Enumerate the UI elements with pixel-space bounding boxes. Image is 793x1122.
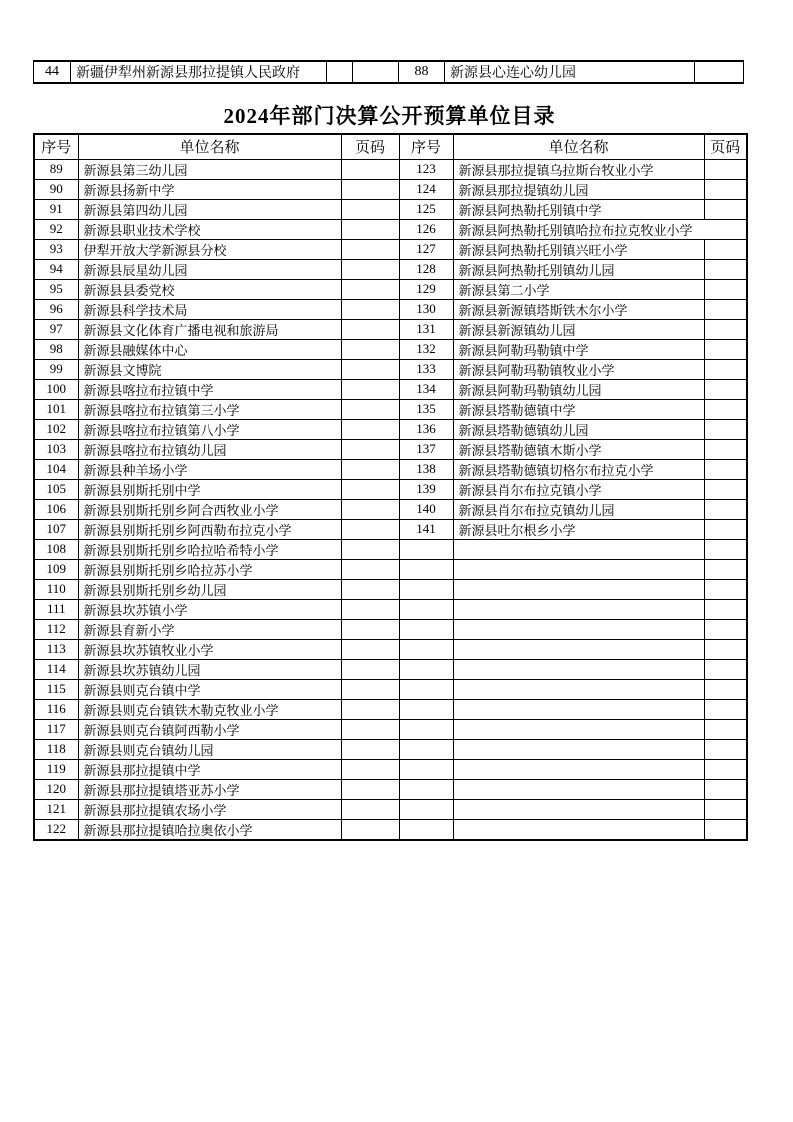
table-row [34,639,747,659]
entry-no: 101 [34,399,78,419]
entry-name: 新源县育新小学 [78,619,341,639]
entry-page [704,539,747,559]
entry-name [453,819,704,840]
entry-name [453,739,704,759]
entry-no: 44 [34,61,71,83]
entry-page [704,379,747,399]
entry-page [704,419,747,439]
carry-over-table [33,60,744,84]
entry-name: 新源县阿热勒托别镇中学 [453,199,704,219]
entry-no [399,759,453,779]
entry-page [341,339,399,359]
entry-name: 新源县第二小学 [453,279,704,299]
entry-page [341,659,399,679]
entry-no: 139 [399,479,453,499]
entry-no: 97 [34,319,78,339]
entry-name: 新源县文博院 [78,359,341,379]
entry-no: 93 [34,239,78,259]
table-row [34,519,747,539]
entry-name: 新源县别斯托别乡哈拉哈希特小学 [78,539,341,559]
table-row [34,499,747,519]
entry-name: 新源县则克台镇阿西勒小学 [78,719,341,739]
entry-name: 新源县第三幼儿园 [78,159,341,179]
entry-name: 新源县心连心幼儿园 [445,61,695,83]
entry-page [341,759,399,779]
entry-page [341,399,399,419]
table-row [34,199,747,219]
entry-no: 110 [34,579,78,599]
header-page-left: 页码 [341,134,399,159]
table-row [34,459,747,479]
entry-name: 新源县县委党校 [78,279,341,299]
entry-no [399,819,453,840]
entry-name: 新源县坎苏镇幼儿园 [78,659,341,679]
entry-no: 125 [399,199,453,219]
entry-name: 伊犁开放大学新源县分校 [78,239,341,259]
entry-no: 107 [34,519,78,539]
entry-page [341,559,399,579]
entry-no [399,619,453,639]
entry-name: 新源县那拉提镇幼儿园 [453,179,704,199]
entry-name: 新源县则克台镇中学 [78,679,341,699]
entry-name: 新源县坎苏镇小学 [78,599,341,619]
entry-no [399,639,453,659]
entry-no: 127 [399,239,453,259]
table-row [34,159,747,179]
entry-no: 123 [399,159,453,179]
entry-page [704,559,747,579]
entry-page [341,159,399,179]
entry-page [704,659,747,679]
entry-name [453,719,704,739]
entry-no [399,739,453,759]
entry-name [453,639,704,659]
entry-page [704,619,747,639]
entry-name [453,619,704,639]
entry-page [341,439,399,459]
entry-no [399,579,453,599]
entry-name: 新源县喀拉布拉镇第八小学 [78,419,341,439]
table-row [34,299,747,319]
entry-page [695,61,744,83]
directory-table [33,133,748,841]
entry-page [704,459,747,479]
entry-page [341,819,399,840]
table-row [34,719,747,739]
entry-page [704,359,747,379]
table-row [34,219,747,239]
entry-name: 新源县肖尔布拉克镇幼儿园 [453,499,704,519]
table-row [34,659,747,679]
table-row [34,619,747,639]
entry-name [453,559,704,579]
entry-page [704,399,747,419]
entry-name: 新源县坎苏镇牧业小学 [78,639,341,659]
entry-page [341,779,399,799]
entry-no: 113 [34,639,78,659]
entry-page [341,199,399,219]
table-row [34,61,744,83]
entry-no: 137 [399,439,453,459]
table-row [34,399,747,419]
entry-page [341,679,399,699]
entry-page [341,319,399,339]
entry-name: 新源县第四幼儿园 [78,199,341,219]
entry-page [341,219,399,239]
entry-no: 138 [399,459,453,479]
entry-no [399,679,453,699]
entry-name [453,779,704,799]
entry-page [341,379,399,399]
entry-name: 新源县别斯托别乡阿合西牧业小学 [78,499,341,519]
entry-name: 新源县那拉提镇塔亚苏小学 [78,779,341,799]
entry-page [341,519,399,539]
entry-no: 103 [34,439,78,459]
entry-page [704,259,747,279]
entry-no: 126 [399,219,453,239]
entry-name [453,599,704,619]
entry-name: 新源县那拉提镇乌拉斯台牧业小学 [453,159,704,179]
entry-name: 新源县喀拉布拉镇第三小学 [78,399,341,419]
table-row [34,339,747,359]
entry-page [341,179,399,199]
entry-page [341,579,399,599]
table-row [34,319,747,339]
entry-no: 98 [34,339,78,359]
entry-name: 新疆伊犁州新源县那拉提镇人民政府 [71,61,327,83]
table-row [34,819,747,840]
table-row [34,759,747,779]
table-row [34,479,747,499]
entry-name: 新源县塔勒德镇幼儿园 [453,419,704,439]
entry-page [704,699,747,719]
entry-page [341,539,399,559]
table-row [34,279,747,299]
entry-no: 105 [34,479,78,499]
entry-page [341,279,399,299]
entry-page [704,159,747,179]
entry-name: 新源县别斯托别中学 [78,479,341,499]
entry-no: 114 [34,659,78,679]
header-unit-left: 单位名称 [78,134,341,159]
table-row [34,579,747,599]
entry-name: 新源县阿热勒托别镇哈拉布拉克牧业小学 [453,219,747,239]
entry-name: 新源县别斯托别乡幼儿园 [78,579,341,599]
entry-no: 117 [34,719,78,739]
entry-no: 121 [34,799,78,819]
entry-no: 116 [34,699,78,719]
entry-no: 136 [399,419,453,439]
entry-page [341,699,399,719]
entry-no: 131 [399,319,453,339]
entry-no: 129 [399,279,453,299]
entry-no: 115 [34,679,78,699]
entry-page [704,819,747,840]
entry-page [704,579,747,599]
entry-page [704,779,747,799]
entry-page [704,499,747,519]
entry-name: 新源县那拉提镇哈拉奥依小学 [78,819,341,840]
entry-page [704,639,747,659]
entry-no: 109 [34,559,78,579]
entry-page [704,679,747,699]
entry-name: 新源县科学技术局 [78,299,341,319]
entry-name: 新源县阿热勒托别镇幼儿园 [453,259,704,279]
entry-no: 119 [34,759,78,779]
title-container [33,100,746,130]
entry-no: 104 [34,459,78,479]
entry-page [341,419,399,439]
table-row [34,699,747,719]
entry-name: 新源县则克台镇幼儿园 [78,739,341,759]
entry-name [453,579,704,599]
header-page-right: 页码 [704,134,747,159]
entry-page [341,739,399,759]
page-title: 2024年部门决算公开预算单位目录 [223,104,556,128]
entry-name: 新源县塔勒德镇中学 [453,399,704,419]
entry-page [341,719,399,739]
entry-page [704,739,747,759]
entry-no: 141 [399,519,453,539]
entry-no: 88 [399,61,445,83]
entry-no: 94 [34,259,78,279]
table-row [34,799,747,819]
entry-page [704,179,747,199]
entry-no [399,719,453,739]
entry-page [341,359,399,379]
table-row [34,559,747,579]
entry-no [399,659,453,679]
entry-no: 120 [34,779,78,799]
entry-no: 108 [34,539,78,559]
entry-name: 新源县塔勒德镇木斯小学 [453,439,704,459]
table-row [34,599,747,619]
table-row [34,779,747,799]
entry-page [704,239,747,259]
entry-name: 新源县塔勒德镇切格尔布拉克小学 [453,459,704,479]
entry-page [341,499,399,519]
entry-page [341,259,399,279]
entry-name: 新源县扬新中学 [78,179,341,199]
entry-no [399,699,453,719]
entry-no: 111 [34,599,78,619]
entry-name: 新源县阿勒玛勒镇幼儿园 [453,379,704,399]
entry-page [353,61,399,83]
entry-page [704,299,747,319]
table-row [34,419,747,439]
entry-name: 新源县别斯托别乡哈拉苏小学 [78,559,341,579]
entry-no [399,539,453,559]
entry-no: 130 [399,299,453,319]
entry-page [341,299,399,319]
entry-name: 新源县阿勒玛勒镇中学 [453,339,704,359]
entry-no: 118 [34,739,78,759]
entry-name: 新源县融媒体中心 [78,339,341,359]
entry-no: 124 [399,179,453,199]
entry-page [341,799,399,819]
table-row [34,679,747,699]
entry-no: 100 [34,379,78,399]
entry-name [453,799,704,819]
table-row [34,239,747,259]
entry-page [704,719,747,739]
entry-name: 新源县文化体育广播电视和旅游局 [78,319,341,339]
entry-page [341,639,399,659]
entry-no: 92 [34,219,78,239]
entry-name: 新源县新源镇塔斯铁木尔小学 [453,299,704,319]
entry-name: 新源县种羊场小学 [78,459,341,479]
entry-no: 99 [34,359,78,379]
entry-no: 128 [399,259,453,279]
entry-page [327,61,353,83]
table-header-row [34,134,747,159]
entry-page [704,279,747,299]
table-row [34,739,747,759]
entry-name: 新源县吐尔根乡小学 [453,519,704,539]
entry-name [453,659,704,679]
entry-name: 新源县阿热勒托别镇兴旺小学 [453,239,704,259]
entry-page [704,319,747,339]
entry-no: 134 [399,379,453,399]
entry-no: 95 [34,279,78,299]
directory-table-body [34,159,747,840]
entry-page [704,339,747,359]
entry-name: 新源县喀拉布拉镇幼儿园 [78,439,341,459]
table-row [34,439,747,459]
table-row [34,379,747,399]
entry-no: 89 [34,159,78,179]
entry-name [453,679,704,699]
entry-no: 90 [34,179,78,199]
entry-name: 新源县别斯托别乡阿西勒布拉克小学 [78,519,341,539]
entry-name: 新源县那拉提镇农场小学 [78,799,341,819]
entry-no [399,799,453,819]
entry-page [704,439,747,459]
entry-name: 新源县肖尔布拉克镇小学 [453,479,704,499]
entry-page [341,479,399,499]
entry-page [341,619,399,639]
entry-page [341,239,399,259]
entry-page [704,519,747,539]
entry-page [704,479,747,499]
entry-name [453,539,704,559]
entry-no [399,559,453,579]
entry-no: 140 [399,499,453,519]
entry-page [341,459,399,479]
entry-no: 122 [34,819,78,840]
entry-no: 132 [399,339,453,359]
entry-no: 135 [399,399,453,419]
header-unit-right: 单位名称 [453,134,704,159]
entry-page [341,599,399,619]
entry-name [453,699,704,719]
entry-name: 新源县职业技术学校 [78,219,341,239]
entry-no: 91 [34,199,78,219]
table-row [34,259,747,279]
entry-no [399,779,453,799]
entry-name: 新源县则克台镇铁木勒克牧业小学 [78,699,341,719]
entry-name: 新源县喀拉布拉镇中学 [78,379,341,399]
entry-page [704,199,747,219]
entry-name: 新源县阿勒玛勒镇牧业小学 [453,359,704,379]
entry-no: 133 [399,359,453,379]
entry-name [453,759,704,779]
entry-no [399,599,453,619]
entry-name: 新源县那拉提镇中学 [78,759,341,779]
entry-page [704,599,747,619]
header-seq-right: 序号 [399,134,453,159]
entry-no: 96 [34,299,78,319]
entry-name: 新源县辰星幼儿园 [78,259,341,279]
entry-page [704,799,747,819]
entry-no: 112 [34,619,78,639]
entry-no: 106 [34,499,78,519]
table-row [34,539,747,559]
entry-page [704,759,747,779]
header-seq-left: 序号 [34,134,78,159]
table-row [34,359,747,379]
table-row [34,179,747,199]
entry-name: 新源县新源镇幼儿园 [453,319,704,339]
entry-no: 102 [34,419,78,439]
